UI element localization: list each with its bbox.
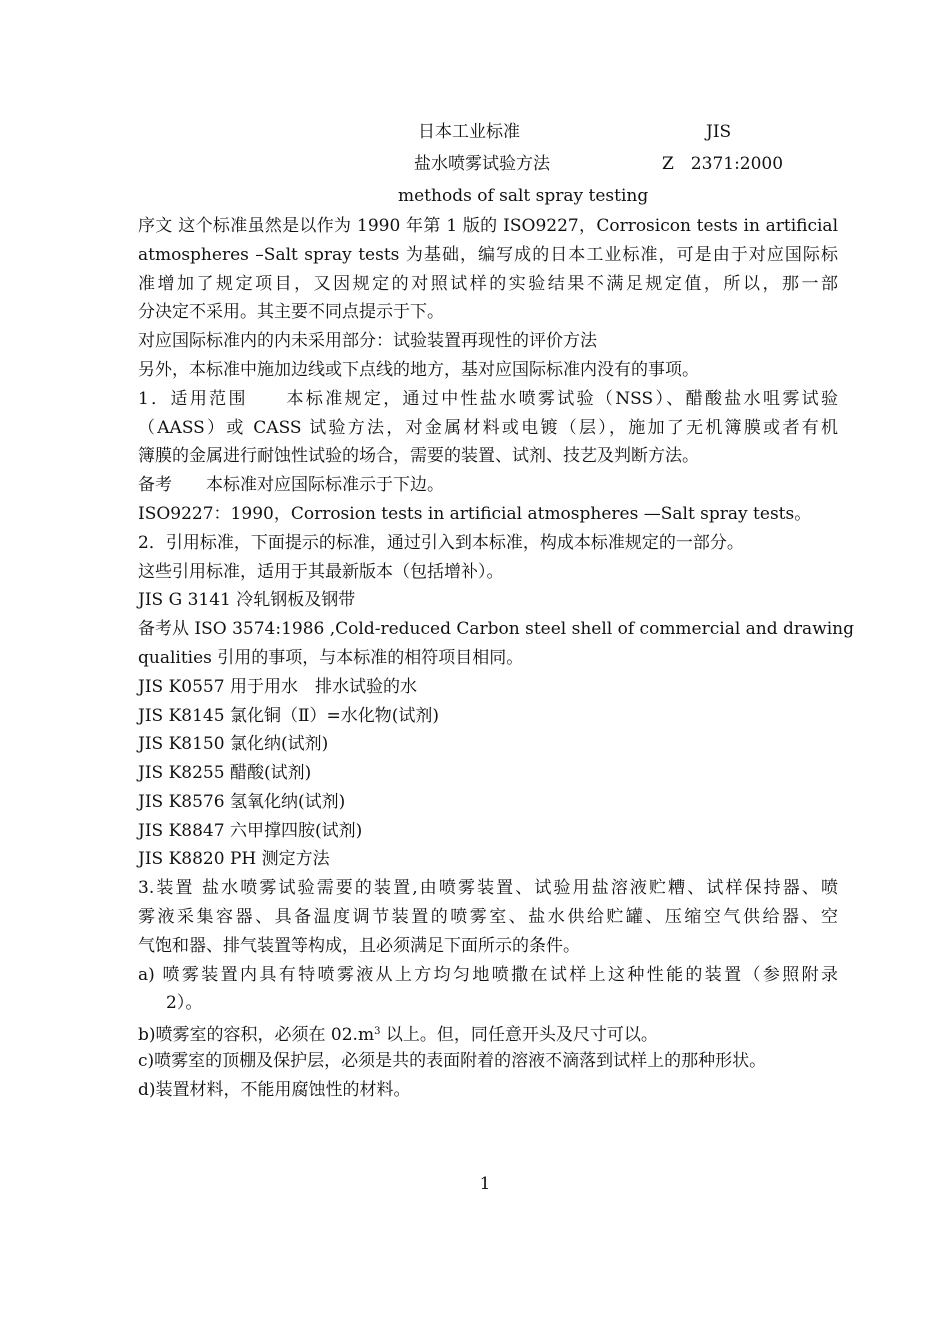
preface-line-1: 序文 这个标准虽然是以作为 1990 年第 1 版的 ISO9227，Corrosicon tests in artificial — [138, 216, 838, 236]
standard-code: Z 2371:2000 — [662, 154, 784, 174]
title-en: methods of salt spray testing — [398, 186, 649, 206]
apparatus-line-3: 气饱和器、排气装置等构成，且必须满足下面所示的条件。 — [138, 936, 580, 956]
remark-iso-line-1: 备考从 ISO 3574:1986 ,Cold-reduced Carbon steel shell of commercial and drawing — [138, 619, 855, 639]
apparatus-line-1: 3.装置 盐水喷雾试验需要的装置,由喷雾装置、试验用盐溶液贮糟、试样保持器、喷 — [138, 878, 838, 898]
item-b-text-end: 以上。但，同任意开头及尺寸可以。 — [380, 1025, 658, 1045]
standard-item: JIS K8820 PH 测定方法 — [138, 849, 330, 869]
remark-line: 备考 本标准对应国际标准示于下边。 — [138, 475, 444, 495]
preface-line-3: 准增加了规定项目，又因规定的对照试样的实验结果不满足规定值，所以，那一部 — [138, 274, 838, 294]
title-ja: 日本工业标准 — [418, 122, 520, 142]
iso-reference: ISO9227：1990，Corrosion tests in artificial atmospheres —Salt spray tests。 — [138, 504, 812, 524]
underline-note: 另外，本标准中施加边线或下点线的地方，基对应国际标准内没有的事项。 — [138, 360, 699, 380]
standard-item: JIS K0557 用于用水 排水试验的水 — [138, 677, 417, 697]
standard-item: JIS K8150 氯化纳(试剂) — [138, 734, 329, 754]
item-a-line-1: a) 喷雾装置内具有特喷雾液从上方均匀地喷撒在试样上这种性能的装置（参照附录 — [138, 965, 838, 985]
non-adopted-note: 对应国际标准内的内未采用部分：试验装置再现性的评价方法 — [138, 331, 597, 351]
item-d: d)装置材料，不能用腐蚀性的材料。 — [138, 1080, 411, 1100]
cited-standards-line-1: 2．引用标准，下面提示的标准，通过引入到本标准，构成本标准规定的一部分。 — [138, 533, 744, 553]
remark-iso-line-2: qualities 引用的事项，与本标准的相符项目相同。 — [138, 648, 524, 668]
scope-line-3: 簿膜的金属进行耐蚀性试验的场合，需要的装置、试剂、技艺及判断方法。 — [138, 446, 699, 466]
subtitle-ja: 盐水喷雾试验方法 — [414, 154, 550, 174]
standard-item: JIS K8145 氯化铜（Ⅱ）=水化物(试剂) — [138, 706, 440, 726]
item-b-text: b)喷雾室的容积，必须在 02.m — [138, 1025, 375, 1045]
preface-line-4: 分决定不采用。其主要不同点提示于下。 — [138, 302, 444, 322]
standard-item: JIS G 3141 冷轧钢板及钢带 — [138, 590, 356, 610]
standard-item: JIS K8255 醋酸(试剂) — [138, 763, 312, 783]
item-b — [138, 1021, 838, 1046]
standard-item: JIS K8576 氢氧化纳(试剂) — [138, 792, 346, 812]
preface-line-2: atmospheres –Salt spray tests 为基础，编写成的日本工业标准，可是由于对应国际标 — [138, 245, 838, 265]
standard-item: JIS K8847 六甲撑四胺(试剂) — [138, 821, 363, 841]
page-number: 1 — [479, 1174, 491, 1194]
superscript-3: 3 — [374, 1026, 381, 1037]
apparatus-line-2: 雾液采集容器、具备温度调节装置的喷雾室、盐水供给贮罐、压缩空气供给器、空 — [138, 907, 838, 927]
scope-line-1: 1．适用范围 本标准规定，通过中性盐水喷雾试验（NSS）、醋酸盐水咀雾试验 — [138, 389, 838, 409]
cited-standards-line-2: 这些引用标准，适用于其最新版本（包括增补）。 — [138, 562, 504, 582]
item-a-line-2: 2）。 — [166, 993, 203, 1013]
item-c: c)喷雾室的顶棚及保护层，必须是共的表面附着的溶液不滴落到试样上的那种形状。 — [138, 1051, 767, 1071]
jis-label: JIS — [706, 122, 732, 142]
scope-line-2: （AASS）或 CASS 试验方法，对金属材料或电镀（层），施加了无机簿膜或者有机 — [138, 418, 838, 438]
